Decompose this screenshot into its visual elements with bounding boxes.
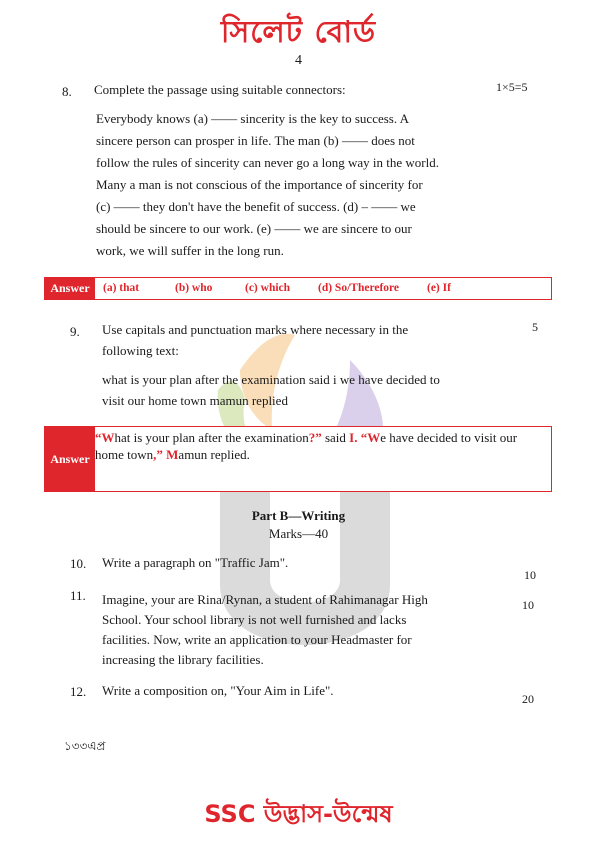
q8-instruction: Complete the passage using suitable connectors:	[94, 82, 346, 97]
q11-marks: 10	[522, 598, 534, 612]
q9-answer-segment: amun replied.	[178, 447, 250, 462]
page-number: 4	[295, 53, 302, 68]
q12-marks: 20	[522, 692, 534, 706]
q9-answer-punct: ?”	[308, 430, 322, 445]
q9-answer-capital: W	[101, 430, 115, 445]
q9-instruction	[102, 319, 482, 361]
board-title: সিলেট বোর্ড	[220, 15, 377, 50]
q8-marks: 1×5=5	[496, 80, 528, 94]
q8-passage	[96, 108, 476, 262]
q8-passage-line: sincere person can prosper in life. The man (b) —— does not	[96, 133, 415, 148]
q9-answer-segment: hat is your plan after the examination	[114, 430, 309, 445]
q12-text: Write a composition on, "Your Aim in Life".	[102, 683, 334, 698]
part-b-title: Part B—Writing	[251, 508, 346, 523]
q9-text	[102, 369, 492, 411]
q9-text-line: what is your plan after the examination said i we have decided to	[102, 372, 440, 387]
q8-passage-line: (c) —— they don't have the benefit of success. (d) – —— we	[96, 199, 416, 214]
q9-answer-text	[95, 429, 547, 463]
q8-answer-box	[44, 277, 552, 300]
q10-marks: 10	[524, 568, 536, 582]
q9-answer-capital: M	[166, 447, 179, 462]
q12-number: 12.	[70, 684, 87, 699]
q9-answer-label: Answer	[45, 427, 95, 491]
q9-number: 9.	[70, 324, 80, 339]
q9-answer-segment: said	[321, 430, 350, 445]
part-b-marks: Marks—40	[268, 526, 329, 541]
q11-text	[102, 590, 492, 670]
q9-instruction-line: Use capitals and punctuation marks where necessary in the	[102, 322, 409, 337]
q8-passage-line: Many a man is not conscious of the importance of sincerity for	[96, 177, 423, 192]
q9-answer-segment: e have decided to visit our home town	[95, 430, 518, 462]
q9-instruction-line: following text:	[102, 343, 179, 358]
q8-passage-line: follow the rules of sincerity can never go a long way in the world.	[96, 155, 439, 170]
q8-passage-line: work, we will suffer in the long run.	[96, 243, 284, 258]
q9-answer-capital: I	[349, 430, 355, 445]
q11-line: Imagine, your are Rina/Rynan, a student of Rahimanagar High	[102, 592, 428, 607]
q8-answer-label: Answer	[45, 278, 95, 299]
q9-text-line: visit our home town mamun replied	[102, 393, 288, 408]
q9-marks: 5	[532, 320, 538, 334]
q10-text: Write a paragraph on "Traffic Jam".	[102, 555, 289, 570]
q11-line: School. Your school library is not well furnished and lacks	[102, 612, 407, 627]
q10-number: 10.	[70, 556, 87, 571]
q8-answer-d: (d) So/Therefore	[318, 282, 400, 294]
q11-line: facilities. Now, write an application to your Headmaster for	[102, 632, 412, 647]
q11-number: 11.	[70, 588, 86, 603]
q8-passage-line: Everybody knows (a) —— sincerity is the key to success. A	[96, 111, 410, 126]
footer-brand: SSC উদ্ভাস-উন্মেষ	[204, 800, 393, 828]
q8-answer-b: (b) who	[175, 282, 213, 294]
q8-passage-line: should be sincere to our work. (e) —— we are sincere to our	[96, 221, 412, 236]
q8-number: 8.	[62, 84, 72, 99]
footer-code: ১৩৩এপ্র	[64, 739, 106, 753]
q9-answer-box	[44, 426, 552, 492]
q9-answer-quote: “	[360, 430, 368, 445]
q9-answer-punct: .	[354, 430, 361, 445]
q8-answer-a: (a) that	[103, 282, 140, 294]
q8-answer-c: (c) which	[245, 282, 291, 294]
q9-answer-capital: W	[367, 430, 381, 445]
q11-line: increasing the library facilities.	[102, 652, 264, 667]
q9-answer-punct: ,”	[153, 447, 163, 462]
q9-answer-quote: “	[95, 430, 102, 445]
q8-answer-e: (e) If	[427, 282, 451, 294]
